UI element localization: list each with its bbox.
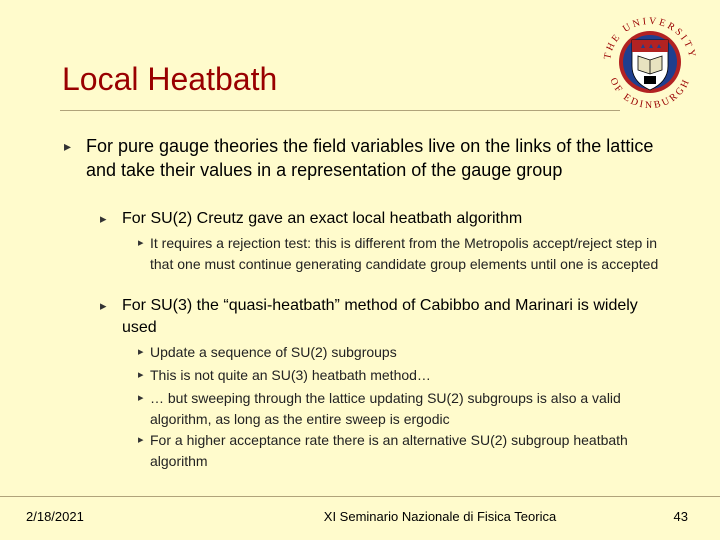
bullet-text: For SU(3) the “quasi-heatbath” method of Cabibbo and Marinari is widely used <box>122 297 638 336</box>
bullet-level3 <box>138 430 666 472</box>
bullet-level3 <box>138 388 666 430</box>
bullet-text: For SU(2) Creutz gave an exact local heatbath algorithm <box>122 210 523 227</box>
bullet-level3 <box>138 342 666 363</box>
bullet-marker-icon: ▸ <box>138 346 144 358</box>
footer-title: XI Seminario Nazionale di Fisica Teorica <box>323 509 557 524</box>
bullet-marker-icon: ▸ <box>100 298 107 313</box>
slide-title: Local Heatbath <box>62 61 278 97</box>
bullet-level1 <box>64 134 664 182</box>
bullet-level3 <box>138 365 666 386</box>
bullet-marker-icon: ▸ <box>100 211 107 226</box>
bullet-level3 <box>138 233 666 275</box>
crest-shield <box>619 31 681 93</box>
bullet-text: For a higher acceptance rate there is an alternative SU(2) subgroup heatbath algorithm <box>150 432 628 469</box>
footer-date: 2/18/2021 <box>26 509 84 524</box>
bullet-marker-icon: ▸ <box>138 237 144 249</box>
bullet-level2 <box>100 208 660 230</box>
bullet-marker-icon: ▸ <box>138 369 144 381</box>
bullet-level2 <box>100 295 660 339</box>
bullet-text: Update a sequence of SU(2) subgroups <box>150 344 397 360</box>
page-number: 43 <box>673 509 688 524</box>
bullet-text: It requires a rejection test: this is different from the Metropolis accept/reject step in that one must continue generating candidate group elements until one is accepted <box>150 235 659 272</box>
bullet-marker-icon: ▸ <box>64 138 72 154</box>
bullet-text: This is not quite an SU(3) heatbath method… <box>150 367 431 383</box>
footer-divider <box>0 496 720 497</box>
bullet-text: For pure gauge theories the field variables live on the links of the lattice and take their values in a representation of the gauge group <box>86 136 654 180</box>
title-divider <box>60 110 620 111</box>
bullet-marker-icon: ▸ <box>138 434 144 446</box>
bullet-text: … but sweeping through the lattice updating SU(2) subgroups is also a valid algorithm, as long as the entire sweep is ergodic <box>150 390 621 427</box>
university-crest-logo <box>594 4 706 116</box>
logo-text-top: THE UNIVERSITY <box>602 15 698 61</box>
logo-text-bottom: OF EDINBURGH <box>607 76 693 112</box>
bullet-marker-icon: ▸ <box>138 392 144 404</box>
